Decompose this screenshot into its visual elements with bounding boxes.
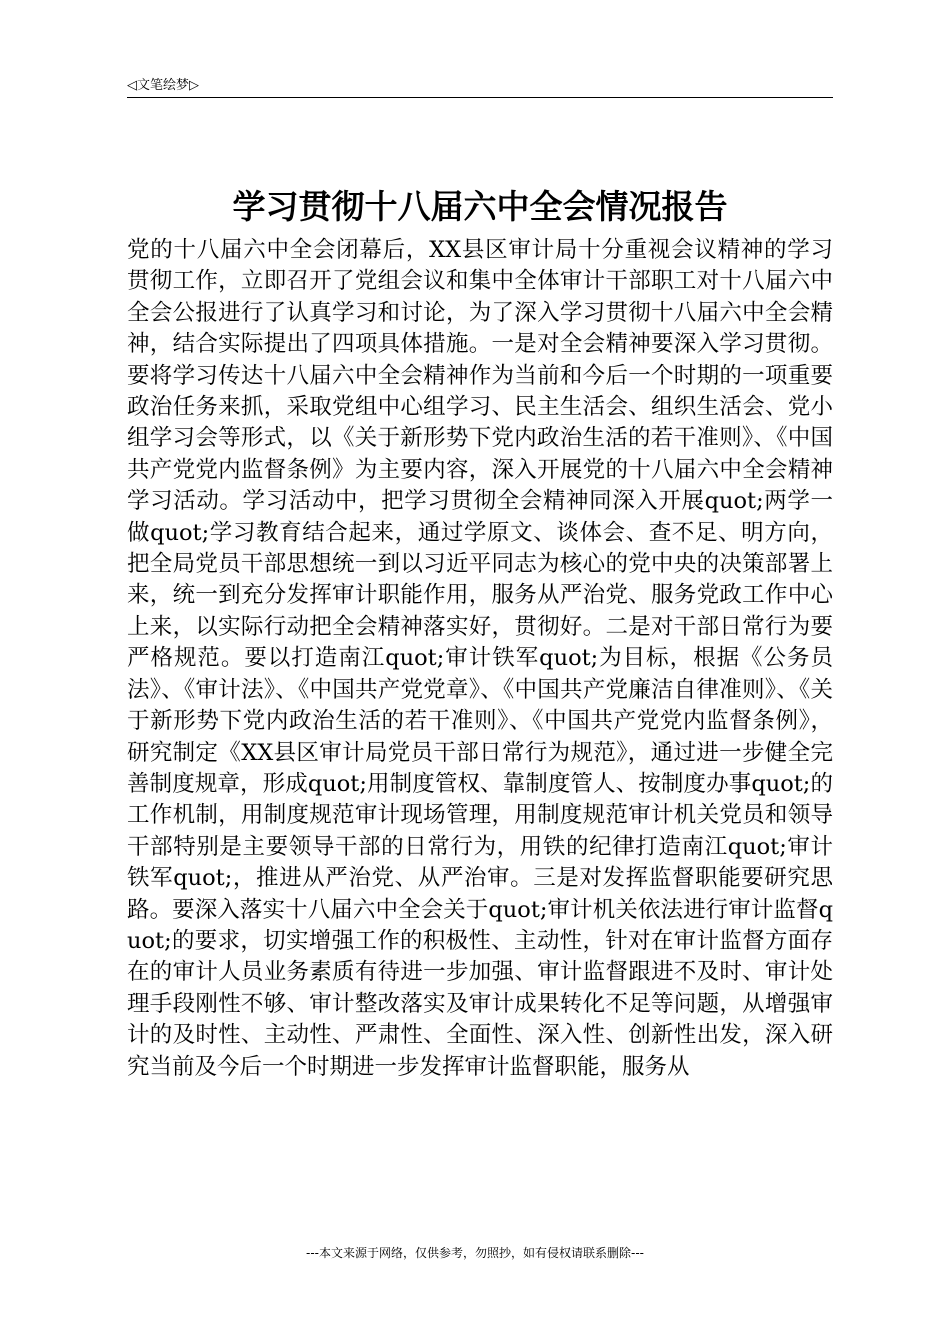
page-header-label: ◁文笔绘梦▷ (127, 78, 199, 93)
document-body: 党的十八届六中全会闭幕后，XX县区审计局十分重视会议精神的学习贯彻工作，立即召开了党组会议和集中全体审计干部职工对十八届六中全会公报进行了认真学习和讨论，为了深入学习贯彻十八届六中全会精神，结合实际提出了四项具体措施。一是对全会精神要深入学习贯彻。要将学习传达十八届六中全会精神作为当前和今后一个时期的一项重要政治任务来抓，采取党组中心组学习、民主生活会、组织生活会、党小组学习会等形式，以《关于新形势下党内政治生活的若干准则》、《中国共产党党内监督条例》为主要内容，深入开展党的十八届六中全会精神学习活动。学习活动中，把学习贯彻全会精神同深入开展quot;两学一做quot;学习教育结合起来，通过学原文、谈体会、查不足、明方向，把全局党员干部思想统一到以习近平同志为核心的党中央的决策部署上来，统一到充分发挥审计职能作用，服务从严治党、服务党政工作中心上来，以实际行动把全会精神落实好，贯彻好。二是对干部日常行为要严格规范。要以打造南江quot;审计铁军quot;为目标，根据《公务员法》、《审计法》、《中国共产党党章》、《中国共产党廉洁自律准则》、《关于新形势下党内政治生活的若干准则》、《中国共产党党内监督条例》，研究制定《XX县区审计局党员干部日常行为规范》，通过进一步健全完善制度规章，形成quot;用制度管权、靠制度管人、按制度办事quot;的工作机制，用制度规范审计现场管理，用制度规范审计机关党员和领导干部特别是主要领导干部的日常行为，用铁的纪律打造南江quot;审计铁军quot;，推进从严治党、从严治审。三是对发挥监督职能要研究思路。要深入落实十八届六中全会关于quot;审计机关依法进行审计监督quot;的要求，切实增强工作的积极性、主动性，针对在审计监督方面存在的审计人员业务素质有待进一步加强、审计监督跟进不及时、审计处理手段刚性不够、审计整改落实及审计成果转化不足等问题，从增强审计的及时性、主动性、严肃性、全面性、深入性、创新性出发，深入研究当前及今后一个时期进一步发挥审计监督职能，服务从 (127, 237, 833, 1080)
page-footer-notice: ---本文来源于网络，仅供参考，勿照抄，如有侵权请联系删除--- (306, 1246, 644, 1260)
document-title: 学习贯彻十八届六中全会情况报告 (232, 187, 728, 226)
header-divider (127, 97, 833, 98)
